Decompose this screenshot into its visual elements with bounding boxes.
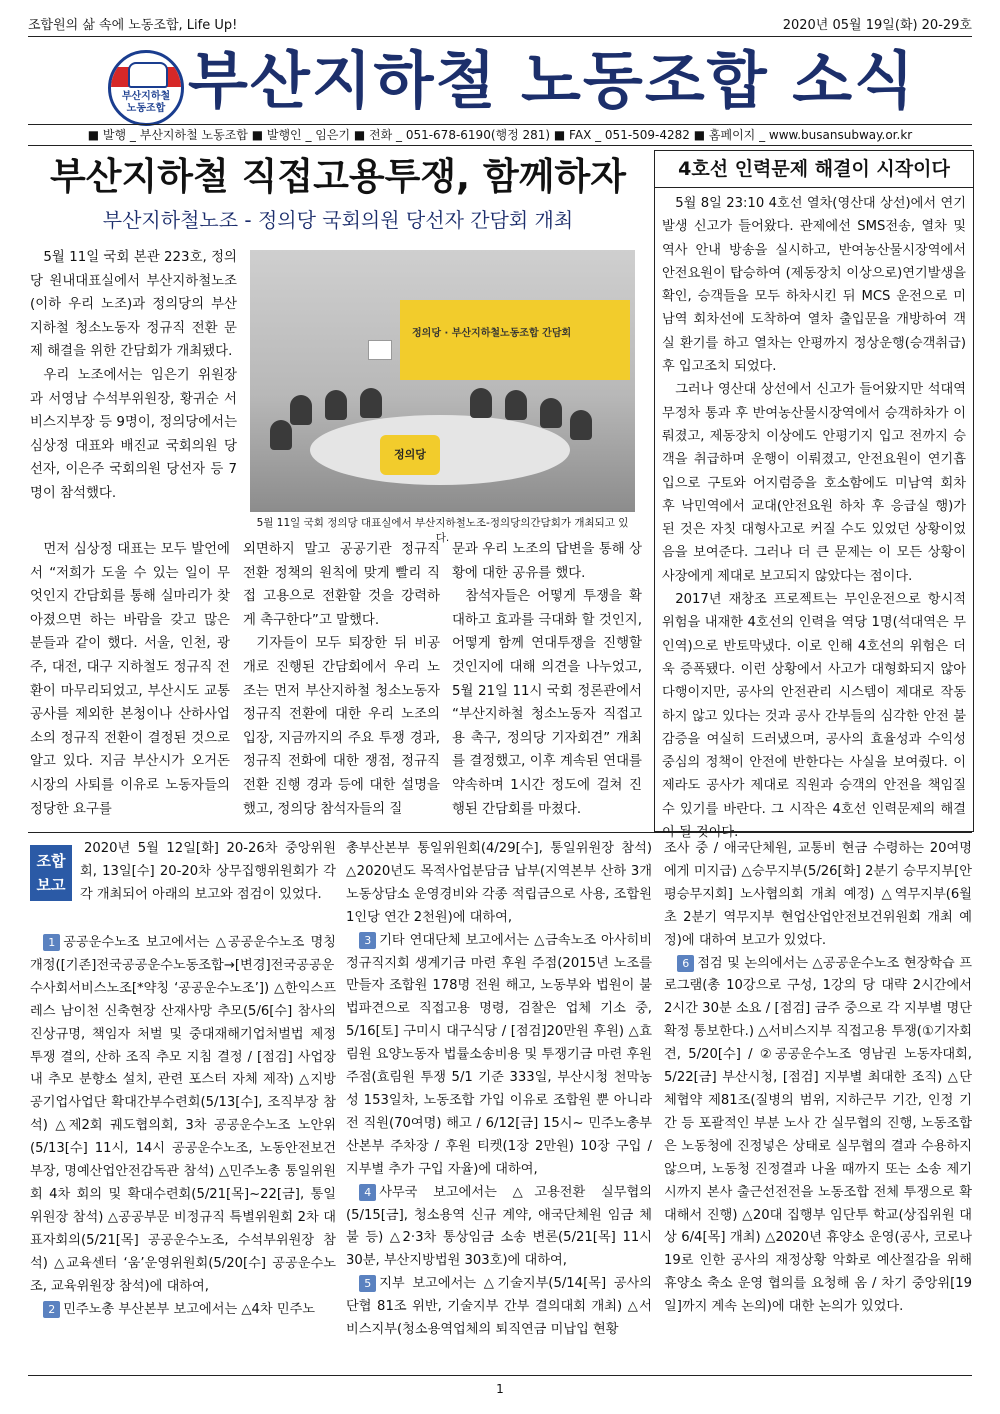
subway-train-icon (128, 62, 168, 88)
logo-text-2: 노동조합 (126, 103, 166, 114)
report-item: 2 민주노총 부산본부 보고에서는 △4차 민주노 (30, 1299, 336, 1322)
report-col3 (664, 838, 972, 1319)
number-badge: 3 (359, 932, 376, 949)
meeting-table (310, 415, 570, 485)
meeting-photo (250, 250, 635, 512)
side-article (654, 150, 974, 841)
page-number: 1 (496, 1382, 504, 1396)
main-paragraph: 기자들이 모두 퇴장한 뒤 비공개로 진행된 간담회에서 우리 노조는 먼저 부산지하철 청소노동자 정규직 전환에 대한 우리 노조의 입장, 지금까지의 주요 투쟁 경과, 정규직 전화에 대한 쟁점, 정규직 전환 진행 경과 등에 대한 설명을 했고, 정의당 참석자들의 질 (243, 636, 440, 817)
report-item: 6 점검 및 논의에서는 △공공운수노조 현장학습 프로그램(총 10강으로 구성, 1강의 당 대략 2시간에서 2시간 30분 소요 / [점검] 금주 중으로 각 지부별 명단 확정 통보한다.) △서비스지부 직접고용 투쟁(①기자회견, 5/20[수] / ②공공운수노조 영남권 노동자대회, 5/22[금] 부산시청, [점검] 지부별 최대한 조직) △단체협약 제81조(질병의 범위, 지하근무 기간, 인정 기간 등 포괄적인 부분 노사 간 실무협의 진행, 노동조합은 노동청에 진정넣은 상태로 실무협의 결과 수용하지 않으며, 노동청 진정결과 나올 때까지 또는 소송 제기 시까지 본사 출근선전전을 노동조합 전체 투쟁으로 확대해서 진행) △20대 집행부 임단투 학교(상집위원 대상 6/4[목] 개최) △2020년 휴양소 운영(공사, 코로나19로 인한 공사의 재정상황 악화로 예산절감을 위해 휴양소 축소 운영 협의를 요청해 옴 / 차기 중앙위[19일]까지 계속 논의)에 대한 논의가 있었다. (664, 955, 972, 1315)
main-paragraph: 우리 노조에서는 임은기 위원장과 서영남 수석부위원장, 황귀순 서비스지부장 등 9명이, 정의당에서는 심상정 대표와 배진교 국회의원 당선자, 이은주 국회의원 당선자 등 7명이 참석했다. (30, 367, 237, 501)
report-intro: 2020년 5월 12일[화] 20-26차 중앙위원회, 13일[수] 20-20차 상무집행위원회가 각각 개최되어 아래의 보고와 점검이 있었다. (80, 841, 336, 902)
issue-date: 2020년 05월 19일(화) 20-29호 (782, 18, 972, 33)
main-paragraph: 먼저 심상정 대표는 모두 발언에서 “저희가 도울 수 있는 일이 무엇인지 간담회를 통해 실마리가 찾아졌으면 하는 바람을 갖고 많은 분들과 같이 했다. 서울, 인천, 광주, 대전, 대구 지하철도 정규직 전환이 마무리되었고, 부산시도 교통공사를 제외한 본청이나 산하사업소의 정규직 전환이 결정된 것으로 알고 있다. 지금 부산시가 오거돈 시장의 사퇴를 이유로 노동자들의 정당한 요구를 (30, 542, 230, 817)
publisher-info: ■ 발행 _ 부산지하철 노동조합 ■ 발행인 _ 임은기 ■ 전화 _ 051-678-6190(행정 281) ■ FAX _ 051-509-4282 ■ 홈페이지 _ www.busansubway.or.kr (28, 124, 972, 146)
number-badge: 2 (43, 1301, 60, 1318)
badge-line-2: 보고 (36, 876, 66, 894)
report-item: 3 기타 연대단체 보고에서는 △금속노조 아사히비정규직지회 생계기금 마련 후원 주점(2015년 노조를 만들자 조합원 178명 전원 해고, 노동부와 법원이 불법파견으로 직접고용 명령, 검찰은 업체 기소 중, 5/16[토] 구미시 대구식당 / [점검]20만원 후원) △효림원 요양노동자 법률소송비용 및 투쟁기금 마련 후원 주점(효림원 투쟁 5/1 기준 333일, 부산시청 천막농성 153일차, 노동조합 가입 이유로 조합원 뿐 아니라 전 직원(70여명) 해고 / 6/12[금] 15시~ 민주노총부산본부 주차장 / 후원 티켓(1장 2만원) 10장 구입 / 지부별 추가 구입 자율)에 대하여, (346, 932, 652, 1177)
number-badge: 5 (359, 1275, 376, 1292)
main-paragraph: 5월 11일 국회 본관 223호, 정의당 원내대표실에서 부산지하철노조(이하 우리 노조)과 정의당의 부산지하철 청소노동자 정규직 전환 문제 해결을 위한 간담회가 개최됐다. (30, 250, 237, 360)
side-paragraph: 2017년 재창조 프로젝트는 무인운전으로 항시적 위험을 내재한 4호선의 인력을 역당 1명(석대역은 무인역)으로 반토막냈다. 이로 인해 4호선의 위험은 더욱 증폭됐다. 이런 상황에서 사고가 대형화되지 않아 다행이지만, 공사의 안전관리 시스템이 제대로 작동하지 않고 있다는 것과 공사 간부들의 심각한 안전 불감증을 여실히 드러냈으며, 공사의 효율성과 수익성 중심의 정책이 안전에 반한다는 사실을 보여줬다. 이제라도 공사가 제대로 직원과 승객의 안전을 책임질 수 있기를 바란다. 그 시작은 4호선 인력문제의 해결이 될 것이다. (662, 592, 966, 841)
report-badge (30, 845, 72, 901)
side-paragraph: 5월 8일 23:10 4호선 열차(영산대 상선)에서 연기 발생 신고가 들어왔다. 관제에선 SMS전송, 열차 및 역사 안내 방송을 실시하고, 반여농산물시장역에서 안전요원이 탑승하여 (제동장치 이상으로)연기발생을 확인, 승객들을 모두 하차시킨 뒤 MCS 운전으로 미남역 회차선에 도착하여 열차 출입문을 개방하여 객실 환기를 하고 열차는 안평까지 정상운행(승객취급) 후 입고조치 되었다. (662, 196, 966, 375)
photo-banner (400, 300, 630, 380)
bottom-line (28, 1375, 972, 1376)
main-col1-top (30, 246, 237, 506)
top-line (28, 14, 972, 37)
party-sign: 정의당 (380, 435, 440, 475)
slogan: 조합원의 삶 속에 노동조합, Life Up! (28, 18, 238, 33)
newsletter-title: 부산지하철 노동조합 소식 (188, 44, 916, 117)
photo-banner-text: 정의당 · 부산지하철노동조합 간담회 (412, 328, 572, 339)
photo-caption: 5월 11일 국회 정의당 대표실에서 부산지하철노조-정의당의간담회가 개최되고 있다. (256, 517, 629, 544)
side-paragraph: 그러나 영산대 상선에서 신고가 들어왔지만 석대역 무정차 통과 후 반여농산물시장역에서 승객하차가 이뤄졌고, 제동장치 이상에도 안평기지 입고 전까지 승객을 취급하며 운행이 이뤄졌고, 안전요원이 연기흡입으로 구토와 어지럼증을 호소함에도 미남역 회차 후 낙민역에서 교대(안전요원 하차 후 응급실 행)가 된 것은 자칫 대형사고로 커질 수도 있었던 상황이었음을 보여준다. 그러나 더 큰 문제는 이 모든 상황이 사장에게 제대로 보고되지 않았다는 점이다. (662, 382, 966, 584)
flag-icon (368, 340, 392, 360)
report-col2 (346, 838, 652, 1342)
report-item-continued: 조사 중 / 애국단체원, 교통비 현금 수령하는 20여명에게 미지급) △승무지부(5/26[화] 2분기 승무지부[안평승무지회] 노사협의회 개최 예정) △역무지부(6월 초 2분기 역무지부 현업산업안전보건위원회 개최 예정)에 대하여 보고가 있었다. (664, 841, 972, 948)
main-paragraph: 외면하지 말고 공공기관 정규직 전환 정책의 원칙에 맞게 빨리 직접 고용으로 전환할 것을 강력하게 촉구한다”고 말했다. (243, 542, 440, 628)
logo-text-1: 부산지하철 (121, 91, 171, 102)
badge-line-1: 조합 (36, 852, 66, 870)
report-item: 5 지부 보고에서는 △기술지부(5/14[목] 공사의 단협 81조 위반, 기술지부 간부 결의대회 개최) △서비스지부(청소용역업체의 퇴직연금 미납입 현황 (346, 1276, 652, 1338)
number-badge: 4 (359, 1184, 376, 1201)
main-col2 (243, 538, 440, 821)
union-logo (108, 50, 184, 126)
main-paragraph: 문과 우리 노조의 답변을 통해 상황에 대한 공유를 했다. (452, 542, 642, 581)
report-item: 1 공공운수노조 보고에서는 △공공운수노조 명칭 개정([기존]전국공공운수노동조합→[변경]전국공공운수사회서비스노조[*약칭 ‘공공운수노조’]) △한익스프레스 남이천 신축현장 산재사망 추모(5/6[수] 참사의 진상규명, 책임자 처벌 및 중대재해기업처벌법 제정 투쟁 결의, 산하 조직 추모 지침 결정 / [점검] 사업장 내 추모 분향소 설치, 관련 포스터 자체 제작) △지방공기업사업단 확대간부수련회(5/13[수], 조직부장 참석) △제2회 궤도협의회, 3차 공공운수노조 노안위(5/13[수] 11시, 14시 공공운수노조, 노동안전보건부장, 명예산업안전감독관 참석) △민주노총 통일위원회 4차 회의 및 확대수련회(5/21[목]~22[금], 통일위원장 참석) △공공부문 비정규직 특별위원회 2차 대표자회의(5/21[목] 공공운수노조, 수석부위원장 참석) △교육센터 ‘움’운영위원회(5/20[수] 공공운수노조, 교육위원장 참석)에 대하여, (30, 935, 336, 1294)
main-subheadline: 부산지하철노조 - 정의당 국회의원 당선자 간담회 개최 (102, 208, 574, 232)
main-headline: 부산지하철 직접고용투쟁, 함께하자 (50, 155, 626, 198)
main-col3 (452, 538, 642, 821)
report-item-continued: 총부산본부 통일위원회(4/29[수], 통일위원장 참석) △2020년도 목적사업분담금 납부(지역본부 산하 3개 노동상담소 운영경비와 각종 적립금으로 사용, 조합원 1인당 연간 2천원)에 대하여, (346, 841, 652, 925)
number-badge: 6 (677, 955, 694, 972)
number-badge: 1 (43, 934, 60, 951)
side-article-title: 4호선 인력문제 해결이 시작이다 (655, 151, 973, 188)
report-col1 (30, 932, 336, 1321)
main-col1-bottom (30, 538, 230, 821)
report-col1-intro (80, 838, 336, 907)
report-item: 4 사무국 보고에서는 △고용전환 실무협의(5/15[금], 청소용역 신규 계약, 애국단체원 임금 체불 등) △2·3차 통상임금 소송 변론(5/21[목] 11시 30분, 부산지방법원 303호)에 대하여, (346, 1184, 652, 1269)
main-paragraph: 참석자들은 어떻게 투쟁을 확대하고 효과를 극대화 할 것인지, 어떻게 함께 연대투쟁을 진행할 것인지에 대해 의견을 나누었고, 5월 21일 11시 국회 정론관에서 “부산지하철 청소노동자 직접고용 촉구, 정의당 기자회견” 개최를 결정했고, 이후 계속된 연대를 약속하며 1시간 정도에 걸쳐 진행된 간담회를 마쳤다. (452, 589, 642, 817)
section-divider (28, 832, 972, 833)
masthead (0, 42, 1000, 120)
